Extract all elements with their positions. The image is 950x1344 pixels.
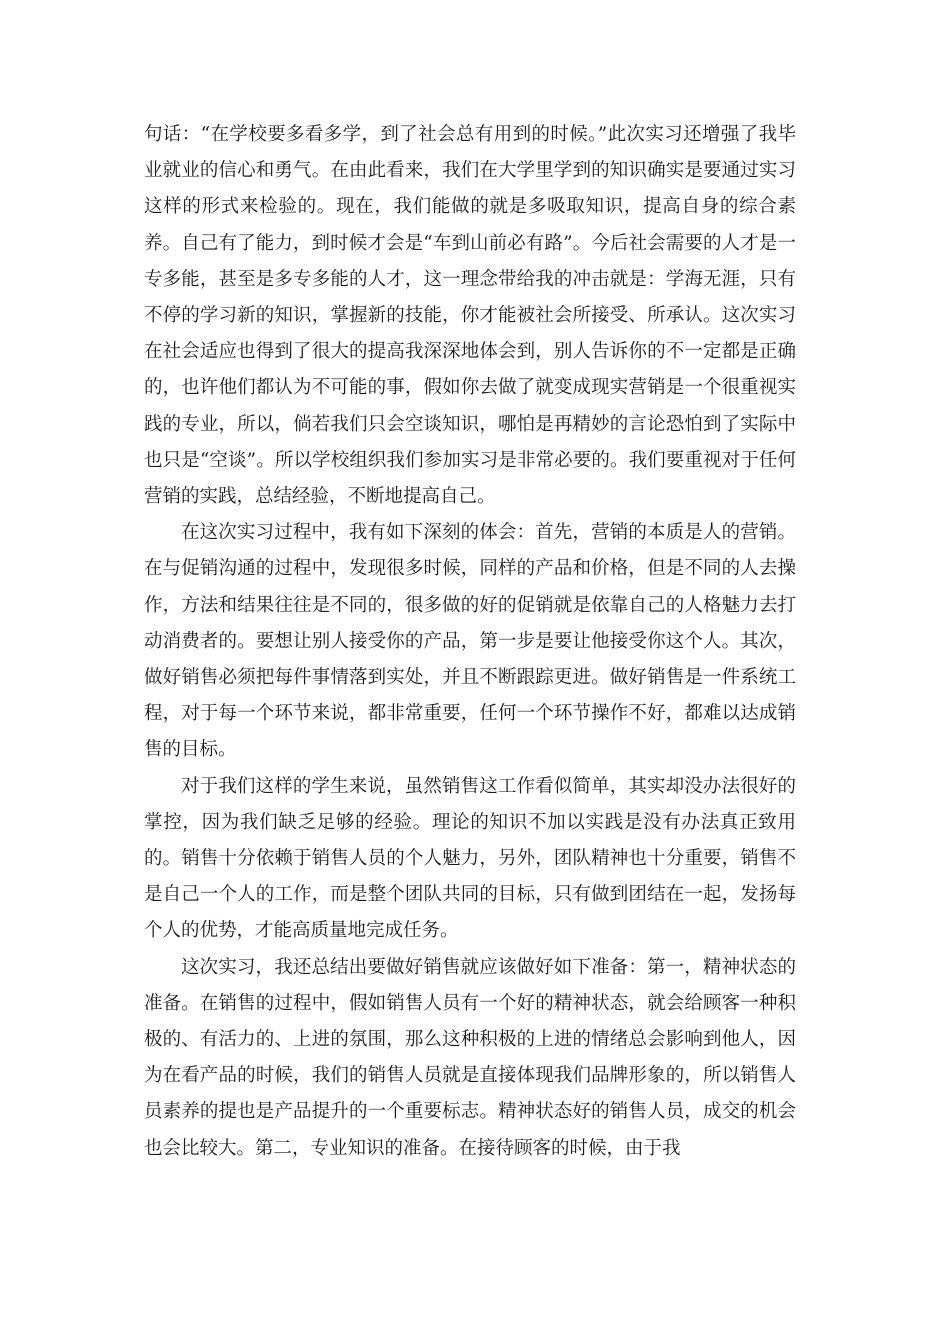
paragraph-1: 句话：“在学校要多看多学，到了社会总有用到的时候。”此次实习还增强了我毕业就业的信心和勇气。在由此看来，我们在大学里学到的知识确实是要通过实习这样的形式来检验的。现在，我们能做的就是多吸取知识，提高自身的综合素养。自己有了能力，到时候才会是“车到山前必有路”。今后社会需要的人才是一专多能，甚至是多专多能的人才，这一理念带给我的冲击就是：学海无涯，只有不停的学习新的知识，掌握新的技能，你才能被社会所接受、所承认。这次实习在社会适应也得到了很大的提高我深深地体会到，别人告诉你的不一定都是正确的，也许他们都认为不可能的事，假如你去做了就变成现实营销是一个很重视实践的专业，所以，倘若我们只会空谈知识，哪怕是再精妙的言论恐怕到了实际中也只是“空谈”。所以学校组织我们参加实习是非常必要的。我们要重视对于任何营销的实践，总结经验，不断地提高自己。 bbox=[144, 124, 796, 508]
paragraph-4: 这次实习，我还总结出要做好销售就应该做好如下准备：第一，精神状态的准备。在销售的过程中，假如销售人员有一个好的精神状态，就会给顾客一种积极的、有活力的、上进的氛围，那么这种积极的上进的情绪总会影响到他人，因为在看产品的时候，我们的销售人员就是直接体现我们品牌形象的，所以销售人员素养的提也是产品提升的一个重要标志。精神状态好的销售人员，成交的机会也会比较大。第二，专业知识的准备。在接待顾客的时候，由于我 bbox=[144, 956, 796, 1159]
paragraph-3: 对于我们这样的学生来说，虽然销售这工作看似简单，其实却没办法很好的掌控，因为我们缺乏足够的经验。理论的知识不加以实践是没有办法真正致用的。销售十分依赖于销售人员的个人魅力，另外，团队精神也十分重要，销售不是自己一个人的工作，而是整个团队共同的目标，只有做到团结在一起，发扬每个人的优势，才能高质量地完成任务。 bbox=[144, 775, 796, 942]
paragraph-2: 在这次实习过程中，我有如下深刻的体会：首先，营销的本质是人的营销。在与促销沟通的过程中，发现很多时候，同样的产品和价格，但是不同的人去操作，方法和结果往往是不同的，很多做的好的促销就是依靠自己的人格魅力去打动消费者的。要想让别人接受你的产品，第一步是要让他接受你这个人。其次，做好销售必须把每件事情落到实处，并且不断跟踪更进。做好销售是一件系统工程，对于每一个环节来说，都非常重要，任何一个环节操作不好，都难以达成销售的目标。 bbox=[144, 522, 796, 761]
document-body bbox=[144, 117, 796, 1167]
